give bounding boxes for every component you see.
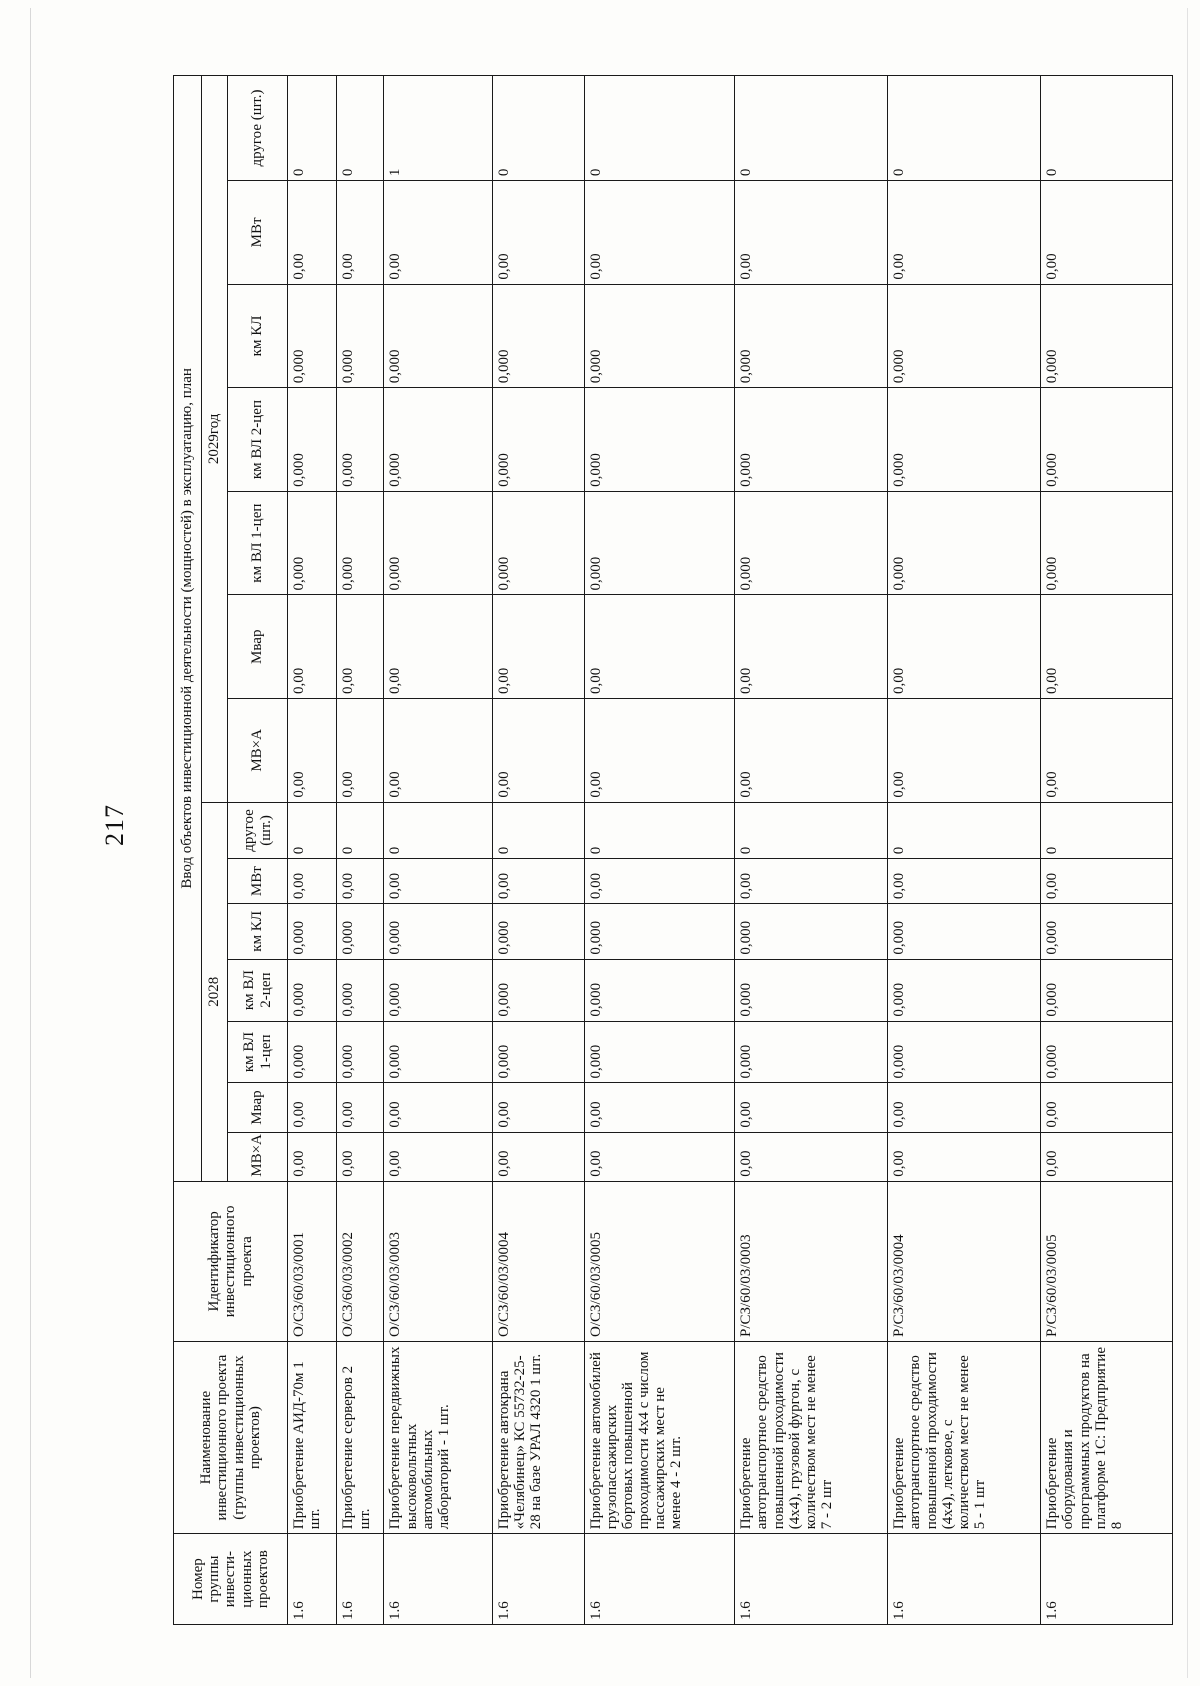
rotated-table-wrapper	[173, 75, 1173, 1625]
value-cell-2028: 0,000	[735, 959, 888, 1021]
table-row	[288, 76, 337, 1625]
value-cell-2028: 0	[1041, 802, 1173, 859]
value-cell-2029: 0,00	[1041, 595, 1173, 699]
value-cell-2028: 0,000	[1041, 904, 1173, 960]
value-cell-2029: 0,000	[735, 284, 888, 388]
unit-header: км ВЛ 1-цеп	[228, 1021, 288, 1083]
table-row	[492, 76, 584, 1625]
table-container	[173, 75, 1173, 1625]
unit-header: км ВЛ 1-цеп	[228, 491, 288, 595]
value-cell-2028: 0,000	[337, 1021, 384, 1083]
value-cell-2029: 0,00	[384, 181, 492, 285]
value-cell-2028: 0,00	[384, 1132, 492, 1181]
value-cell-2029: 0,000	[735, 491, 888, 595]
value-cell-2028: 0,00	[584, 1132, 735, 1181]
identifier-cell: О/СЗ/60/03/0001	[288, 1181, 337, 1341]
value-cell-2029: 0,000	[888, 491, 1041, 595]
value-cell-2029: 0,000	[288, 491, 337, 595]
group-number-cell: 1.6	[492, 1534, 584, 1625]
unit-header: другое (шт.)	[228, 802, 288, 859]
value-cell-2028: 0,00	[337, 1132, 384, 1181]
value-cell-2029: 1	[384, 76, 492, 181]
unit-header: МВ×А	[228, 699, 288, 803]
value-cell-2029: 0,000	[492, 388, 584, 492]
value-cell-2028: 0,000	[337, 959, 384, 1021]
value-cell-2028: 0,00	[337, 1083, 384, 1132]
value-cell-2028: 0,00	[492, 859, 584, 904]
value-cell-2028: 0,00	[1041, 1132, 1173, 1181]
value-cell-2029: 0	[288, 76, 337, 181]
value-cell-2028: 0,000	[584, 959, 735, 1021]
group-number-cell: 1.6	[584, 1534, 735, 1625]
project-name-cell: Приобретение АИД-70м 1 шт.	[288, 1341, 337, 1533]
table-row	[888, 76, 1041, 1625]
page-number: 217	[100, 804, 129, 846]
value-cell-2028: 0	[492, 802, 584, 859]
header-commissioning: Ввод объектов инвестиционной деятельности (мощностей) в эксплуатацию, план	[174, 76, 202, 1182]
identifier-cell: О/СЗ/60/03/0005	[584, 1181, 735, 1341]
value-cell-2028: 0,00	[288, 859, 337, 904]
group-number-cell: 1.6	[384, 1534, 492, 1625]
value-cell-2028: 0,000	[735, 1021, 888, 1083]
value-cell-2028: 0,00	[1041, 859, 1173, 904]
value-cell-2028: 0,00	[492, 1083, 584, 1132]
value-cell-2028: 0,000	[735, 904, 888, 960]
value-cell-2028: 0,00	[492, 1132, 584, 1181]
value-cell-2028: 0	[337, 802, 384, 859]
unit-header: другое (шт.)	[228, 76, 288, 181]
value-cell-2029: 0,000	[337, 284, 384, 388]
value-cell-2028: 0,000	[288, 959, 337, 1021]
value-cell-2028: 0,000	[492, 959, 584, 1021]
value-cell-2029: 0,000	[1041, 388, 1173, 492]
unit-header: км КЛ	[228, 904, 288, 960]
value-cell-2028: 0	[584, 802, 735, 859]
identifier-cell: Р/СЗ/60/03/0004	[888, 1181, 1041, 1341]
value-cell-2028: 0,000	[384, 1021, 492, 1083]
value-cell-2029: 0,000	[888, 388, 1041, 492]
value-cell-2029: 0	[888, 76, 1041, 181]
value-cell-2029: 0,00	[1041, 699, 1173, 803]
value-cell-2028: 0,00	[384, 859, 492, 904]
unit-header: Мвар	[228, 595, 288, 699]
header-year-2028: 2028	[202, 802, 228, 1181]
value-cell-2028: 0,000	[1041, 1021, 1173, 1083]
value-cell-2028: 0,00	[735, 1083, 888, 1132]
value-cell-2028: 0,000	[888, 904, 1041, 960]
value-cell-2028: 0,00	[384, 1083, 492, 1132]
value-cell-2028: 0,000	[288, 1021, 337, 1083]
value-cell-2029: 0,000	[384, 388, 492, 492]
identifier-cell: О/СЗ/60/03/0004	[492, 1181, 584, 1341]
value-cell-2028: 0,000	[584, 1021, 735, 1083]
value-cell-2029: 0,000	[337, 491, 384, 595]
value-cell-2029: 0,00	[384, 699, 492, 803]
value-cell-2028: 0,000	[492, 1021, 584, 1083]
value-cell-2029: 0	[492, 76, 584, 181]
header-year-2029: 2029год	[202, 76, 228, 803]
value-cell-2029: 0,000	[337, 388, 384, 492]
value-cell-2028: 0	[288, 802, 337, 859]
identifier-cell: Р/СЗ/60/03/0005	[1041, 1181, 1173, 1341]
header-project-name: Наименование инвестиционного проекта (группы инвестиционных проектов)	[174, 1341, 288, 1533]
table-row	[1041, 76, 1173, 1625]
project-name-cell: Приобретение автотранспортное средство повышенной проходимости (4х4), легковое, с количеством мест не менее 5 - 1 шт	[888, 1341, 1041, 1533]
value-cell-2029: 0	[337, 76, 384, 181]
value-cell-2029: 0,00	[584, 181, 735, 285]
identifier-cell: О/СЗ/60/03/0002	[337, 1181, 384, 1341]
group-number-cell: 1.6	[288, 1534, 337, 1625]
identifier-cell: Р/СЗ/60/03/0003	[735, 1181, 888, 1341]
value-cell-2028: 0,000	[492, 904, 584, 960]
value-cell-2029: 0,00	[888, 699, 1041, 803]
project-name-cell: Приобретение передвижных высоковольтных автомобильных лабораторий - 1 шт.	[384, 1341, 492, 1533]
unit-header: км КЛ	[228, 284, 288, 388]
value-cell-2029: 0	[735, 76, 888, 181]
value-cell-2028: 0,00	[584, 1083, 735, 1132]
value-cell-2029: 0,00	[1041, 181, 1173, 285]
value-cell-2029: 0,000	[288, 284, 337, 388]
value-cell-2028: 0,000	[384, 904, 492, 960]
value-cell-2029: 0,00	[337, 699, 384, 803]
value-cell-2029: 0,000	[584, 388, 735, 492]
value-cell-2028: 0	[888, 802, 1041, 859]
value-cell-2029: 0,00	[584, 595, 735, 699]
value-cell-2028: 0,00	[888, 859, 1041, 904]
value-cell-2029: 0,00	[584, 699, 735, 803]
value-cell-2029: 0,00	[888, 595, 1041, 699]
value-cell-2029: 0	[1041, 76, 1173, 181]
value-cell-2028: 0,000	[888, 1021, 1041, 1083]
value-cell-2029: 0,000	[492, 491, 584, 595]
table-body	[288, 76, 1173, 1625]
value-cell-2028: 0,000	[1041, 959, 1173, 1021]
value-cell-2028: 0,00	[888, 1132, 1041, 1181]
project-name-cell: Приобретение автотранспортное средство повышенной проходимости (4х4), грузовой фургон, с количеством мест не менее 7 - 2 шт	[735, 1341, 888, 1533]
value-cell-2029: 0,000	[1041, 284, 1173, 388]
value-cell-2029: 0,000	[384, 284, 492, 388]
value-cell-2028: 0,00	[1041, 1083, 1173, 1132]
value-cell-2029: 0,000	[492, 284, 584, 388]
group-number-cell: 1.6	[735, 1534, 888, 1625]
project-name-cell: Приобретение оборудования и программных продуктов на платформе 1С: Предприятие 8	[1041, 1341, 1173, 1533]
value-cell-2029: 0,00	[288, 595, 337, 699]
investment-table	[173, 75, 1173, 1625]
value-cell-2029: 0,00	[337, 595, 384, 699]
table-row	[337, 76, 384, 1625]
value-cell-2029: 0,00	[735, 595, 888, 699]
value-cell-2028: 0,00	[735, 859, 888, 904]
value-cell-2028: 0,000	[888, 959, 1041, 1021]
value-cell-2028: 0,00	[288, 1083, 337, 1132]
value-cell-2029: 0,00	[492, 181, 584, 285]
value-cell-2029: 0,000	[735, 388, 888, 492]
value-cell-2029: 0,000	[584, 284, 735, 388]
value-cell-2029: 0,00	[337, 181, 384, 285]
value-cell-2028: 0,00	[888, 1083, 1041, 1132]
value-cell-2028: 0	[735, 802, 888, 859]
value-cell-2029: 0,00	[288, 181, 337, 285]
value-cell-2028: 0	[384, 802, 492, 859]
group-number-cell: 1.6	[1041, 1534, 1173, 1625]
group-number-cell: 1.6	[888, 1534, 1041, 1625]
header-group-number: Номер группы инвести-ционных проектов	[174, 1534, 288, 1625]
value-cell-2028: 0,00	[337, 859, 384, 904]
unit-header: км ВЛ 2-цеп	[228, 959, 288, 1021]
value-cell-2029: 0,00	[288, 699, 337, 803]
value-cell-2029: 0,000	[384, 491, 492, 595]
value-cell-2029: 0,00	[888, 181, 1041, 285]
value-cell-2029: 0	[584, 76, 735, 181]
value-cell-2028: 0,00	[584, 859, 735, 904]
table-row	[735, 76, 888, 1625]
value-cell-2029: 0,00	[492, 699, 584, 803]
value-cell-2029: 0,000	[584, 491, 735, 595]
unit-header: км ВЛ 2-цеп	[228, 388, 288, 492]
value-cell-2028: 0,000	[337, 904, 384, 960]
value-cell-2029: 0,00	[384, 595, 492, 699]
project-name-cell: Приобретение автомобилей грузопассажирских бортовых повышенной проходимости 4х4 с числом пассажирских мест не менее 4 - 2 шт.	[584, 1341, 735, 1533]
value-cell-2028: 0,000	[584, 904, 735, 960]
header-identifier: Идентификатор инвестиционного проекта	[174, 1181, 288, 1341]
group-number-cell: 1.6	[337, 1534, 384, 1625]
value-cell-2028: 0,000	[288, 904, 337, 960]
project-name-cell: Приобретение автокрана «Челябинец» КС 55732-25-28 на базе УРАЛ 4320 1 шт.	[492, 1341, 584, 1533]
value-cell-2028: 0,000	[384, 959, 492, 1021]
unit-header: МВт	[228, 859, 288, 904]
value-cell-2029: 0,00	[492, 595, 584, 699]
unit-header: МВ×А	[228, 1132, 288, 1181]
value-cell-2029: 0,00	[735, 181, 888, 285]
value-cell-2028: 0,00	[735, 1132, 888, 1181]
value-cell-2029: 0,00	[735, 699, 888, 803]
unit-header: МВт	[228, 181, 288, 285]
table-row	[584, 76, 735, 1625]
table-row	[384, 76, 492, 1625]
value-cell-2029: 0,000	[1041, 491, 1173, 595]
value-cell-2028: 0,00	[288, 1132, 337, 1181]
value-cell-2029: 0,000	[288, 388, 337, 492]
identifier-cell: О/СЗ/60/03/0003	[384, 1181, 492, 1341]
value-cell-2029: 0,000	[888, 284, 1041, 388]
project-name-cell: Приобретение серверов 2 шт.	[337, 1341, 384, 1533]
unit-header: Мвар	[228, 1083, 288, 1132]
